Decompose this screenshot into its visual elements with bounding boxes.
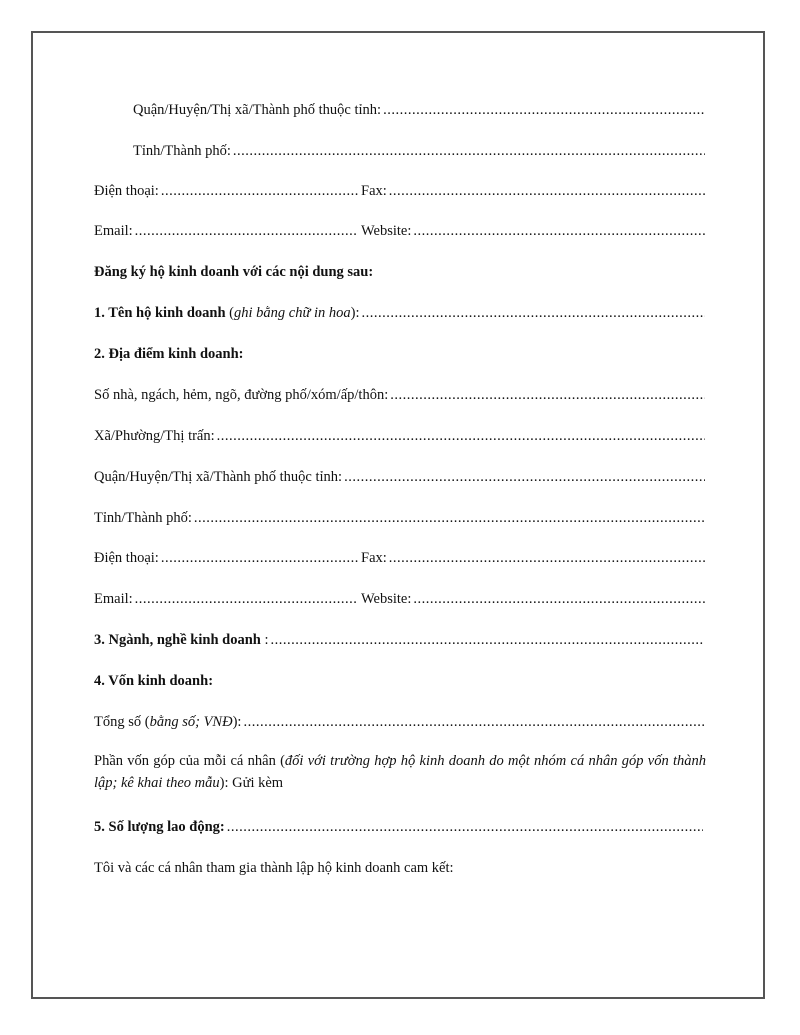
contribution-paragraph: Phần vốn góp của mỗi cá nhân (đối với trường hợp hộ kinh doanh do một nhóm cá nhân góp vốn thành lập; kê khai theo mẫu): Gửi kèm (94, 753, 706, 791)
street-fill[interactable] (390, 386, 705, 404)
province-fill-1[interactable] (233, 142, 705, 160)
section1-note: ghi bằng chữ in hoa (233, 305, 351, 321)
section3-title: 3. Ngành, nghề kinh doanh (94, 632, 261, 648)
business-name-fill[interactable] (362, 304, 706, 322)
total-capital-note: bằng số; VNĐ (149, 714, 233, 730)
district-field-1 (133, 101, 705, 119)
fax-fill-1[interactable] (389, 182, 705, 200)
business-name-field: 1. Tên hộ kinh doanh ( ghi bằng chữ in hoa ): ..... (94, 304, 705, 322)
section2-title: 2. Địa điểm kinh doanh: (94, 346, 244, 362)
website-label-1: Website: (361, 223, 412, 239)
business-line-field: 3. Ngành, nghề kinh doanh : ..... (94, 631, 703, 649)
phone-field-1 (94, 182, 358, 200)
labor-count-fill[interactable] (227, 818, 703, 836)
email-fill-1[interactable] (135, 222, 358, 240)
district-label-2: Quận/Huyện/Thị xã/Thành phố thuộc tỉnh: (94, 469, 343, 485)
province-fill-2[interactable] (194, 509, 705, 527)
email-label-2: Email: (94, 591, 133, 607)
street-field (94, 386, 705, 404)
email-label-1: Email: (94, 223, 133, 239)
email-field-1 (94, 222, 358, 240)
business-line-fill[interactable] (270, 631, 703, 649)
district-fill-1[interactable] (383, 101, 705, 119)
province-field-2 (94, 509, 705, 527)
district-field-2 (94, 468, 705, 486)
total-capital-fill[interactable] (243, 713, 705, 731)
registration-heading: Đăng ký hộ kinh doanh với các nội dung sau: (94, 264, 374, 280)
fax-label-2: Fax: (361, 550, 387, 566)
province-label-1: Tỉnh/Thành phố: (133, 143, 231, 159)
fax-label-1: Fax: (361, 183, 387, 199)
website-field-2 (361, 590, 705, 608)
labor-count-field (94, 818, 703, 836)
ward-label: Xã/Phường/Thị trấn: (94, 428, 215, 444)
province-field-1 (133, 142, 705, 160)
district-fill-2[interactable] (344, 468, 705, 486)
fax-field-2 (361, 549, 705, 567)
website-field-1 (361, 222, 705, 240)
fax-field-1 (361, 182, 705, 200)
phone-label-2: Điện thoại: (94, 550, 159, 566)
section5-title: 5. Số lượng lao động: (94, 819, 225, 835)
phone-fill-1[interactable] (161, 182, 358, 200)
total-capital-field: Tổng số ( bằng số; VNĐ ): ..... (94, 713, 705, 731)
ward-field (94, 427, 705, 445)
section1-title: 1. Tên hộ kinh doanh (94, 305, 226, 321)
website-fill-2[interactable] (413, 590, 705, 608)
fax-fill-2[interactable] (389, 549, 705, 567)
website-label-2: Website: (361, 591, 412, 607)
street-label: Số nhà, ngách, hẻm, ngõ, đường phố/xóm/ấp/thôn: (94, 387, 389, 403)
email-field-2 (94, 590, 358, 608)
phone-fill-2[interactable] (161, 549, 358, 567)
website-fill-1[interactable] (413, 222, 705, 240)
phone-field-2 (94, 549, 358, 567)
commitment-text: Tôi và các cá nhân tham gia thành lập hộ kinh doanh cam kết: (94, 860, 454, 876)
district-label-1: Quận/Huyện/Thị xã/Thành phố thuộc tỉnh: (133, 102, 382, 118)
section4-title: 4. Vốn kinh doanh: (94, 673, 214, 689)
contribution-note: đối với trường hợp hộ kinh doanh do một nhóm cá nhân góp vốn thành lập; kê khai theo mẫu (94, 753, 706, 791)
phone-label-1: Điện thoại: (94, 183, 159, 199)
email-fill-2[interactable] (135, 590, 358, 608)
ward-fill[interactable] (217, 427, 705, 445)
province-label-2: Tỉnh/Thành phố: (94, 510, 192, 526)
